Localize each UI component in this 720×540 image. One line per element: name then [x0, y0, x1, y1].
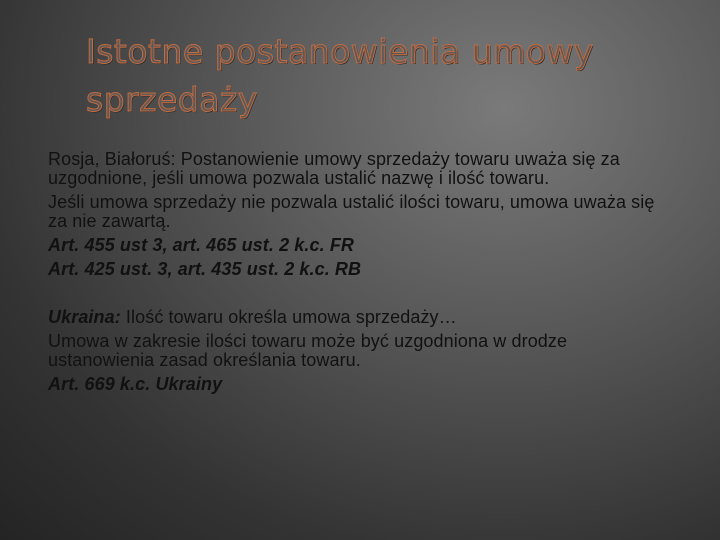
slide-title: Istotne postanowienia umowy sprzedaży [86, 32, 594, 119]
spacer [48, 284, 678, 308]
paragraph-ukraine-text: Ilość towaru określa umowa sprzedaży… [120, 307, 457, 327]
paragraph-ukraine [48, 308, 678, 327]
paragraph-ukraine-quantity: Umowa w zakresie ilości towaru może być uzgodniona w drodze ustanowienia zasad określania towaru. [48, 331, 568, 370]
legal-reference-ukraine: Art. 669 k.c. Ukrainy [48, 374, 223, 394]
paragraph-quantity-rule: Jeśli umowa sprzedaży nie pozwala ustalić ilości towaru, umowa uważa się za nie zawartą. [48, 192, 655, 231]
paragraph-russia-belarus: Rosja, Białoruś: Postanowienie umowy sprzedaży towaru uważa się za uzgodnione, jeśli umowa pozwala ustalić nazwę i ilość towaru. [48, 149, 620, 188]
legal-reference-fr: Art. 455 ust 3, art. 465 ust. 2 k.c. FR [48, 235, 355, 255]
legal-reference-rb: Art. 425 ust. 3, art. 435 ust. 2 k.c. RB [48, 259, 362, 279]
country-label-ukraine: Ukraina: [48, 307, 121, 327]
slide-content [48, 150, 678, 399]
